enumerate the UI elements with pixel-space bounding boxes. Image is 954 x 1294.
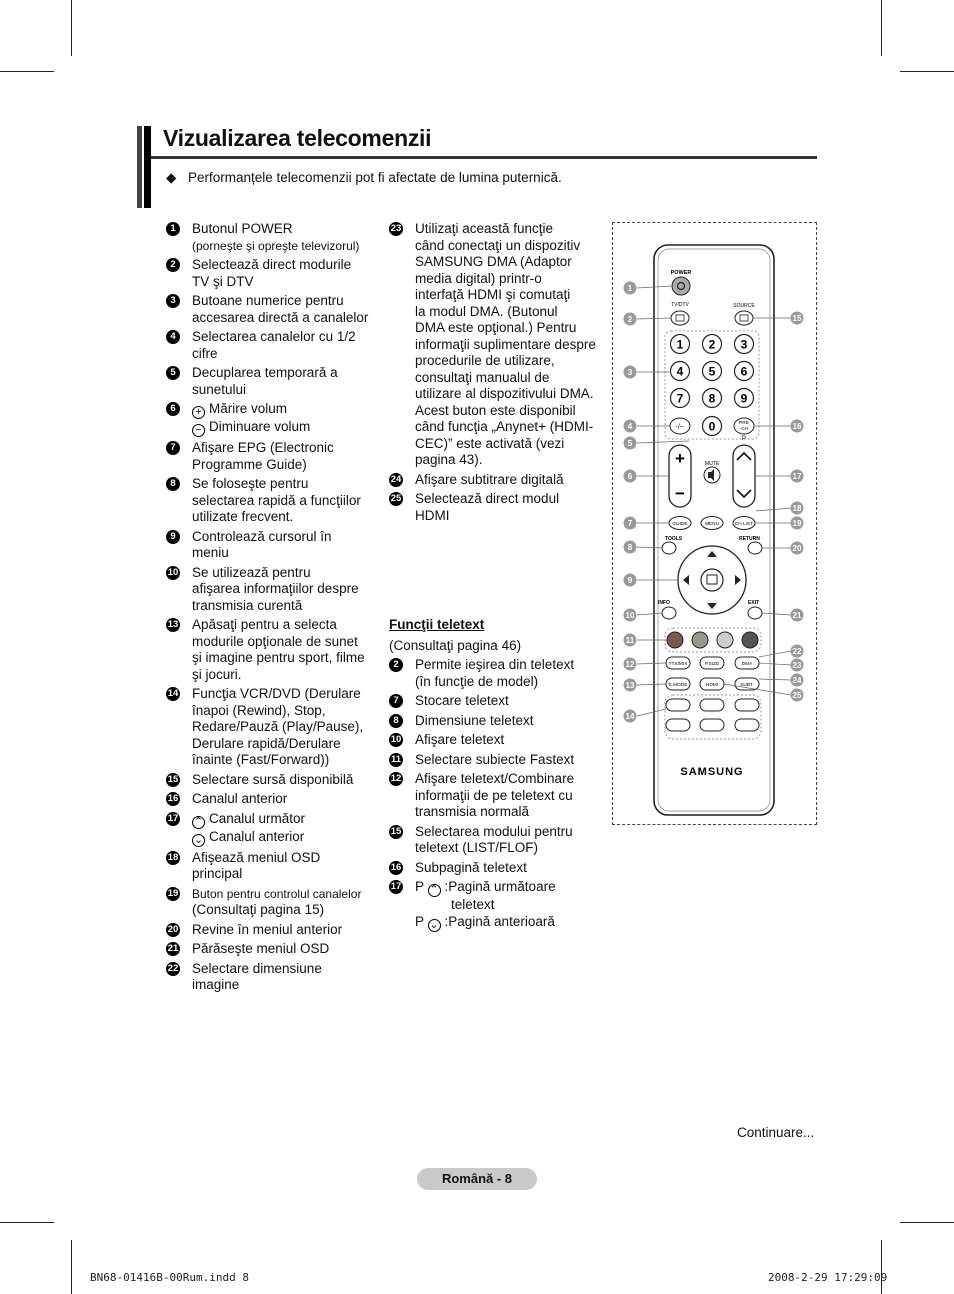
list-item — [166, 850, 381, 883]
dpad-enter — [701, 569, 723, 591]
color-key-button — [742, 632, 758, 648]
color-key-button — [717, 632, 733, 648]
item-line: Controlează cursorul în — [192, 528, 332, 544]
prech-label-1: PRE — [739, 421, 749, 426]
continue-text: Continuare... — [737, 1125, 815, 1140]
item-text — [192, 811, 381, 847]
callout-number: 10 — [625, 611, 635, 621]
power-label: POWER — [670, 270, 692, 276]
item-line: (în funcţie de model) — [415, 673, 539, 689]
volume-up-icon: + — [675, 449, 685, 468]
list-item — [389, 713, 604, 730]
teletext-list — [389, 657, 604, 932]
teletext-section — [389, 617, 604, 935]
item-number: 19 — [167, 887, 179, 899]
callout-number: 25 — [792, 691, 802, 701]
item-line: afişarea informaţiilor despre — [192, 581, 359, 596]
item-line: SAMSUNG DMA (Adaptor — [415, 254, 572, 269]
item-number: 24 — [390, 473, 402, 485]
item-line: Acest buton este disponibil — [415, 402, 576, 418]
item-line: Permite ieşirea din teletext — [415, 657, 575, 672]
p-label: P — [415, 879, 428, 894]
item-number: 12 — [390, 773, 402, 784]
page-number: Română - 8 — [417, 1168, 537, 1190]
item-line: Afişare teletext — [415, 732, 505, 747]
item-number: 8 — [389, 714, 403, 728]
list-item — [389, 693, 604, 710]
digit-label: 3 — [740, 337, 748, 352]
item-text — [192, 886, 381, 919]
item-text — [192, 791, 381, 808]
item-line: (Consultaţi pagina 15) — [192, 902, 325, 917]
button-icon: ⌄ — [429, 918, 439, 931]
item-line: Afişare EPG (Electronic — [192, 440, 334, 455]
item-text — [192, 401, 381, 437]
list-item — [389, 771, 604, 821]
info-label: INFO — [658, 600, 670, 606]
item-number: 16 — [167, 793, 179, 804]
item-number: 22 — [167, 962, 179, 974]
item-line: sunetului — [192, 381, 247, 397]
item-text — [415, 752, 604, 769]
mute-label: MUTE — [704, 461, 720, 467]
item-number: 7 — [166, 441, 180, 455]
item-number: 2 — [166, 258, 180, 272]
item-line: când funcţia „Anynet+ (HDMI- — [415, 419, 594, 434]
item-line: interfaţă HDMI şi comutaţi — [415, 287, 571, 302]
item-number: 10 — [390, 734, 402, 745]
item-text — [192, 961, 381, 994]
callout-number: 23 — [792, 661, 802, 671]
item-text — [415, 860, 604, 877]
volume-down-icon: − — [675, 484, 685, 503]
crop-mark — [71, 1240, 72, 1294]
power-button — [672, 277, 690, 295]
item-line: (porneşte şi opreşte televizorul) — [192, 238, 360, 253]
subt-label: SUBT. — [740, 683, 754, 688]
item-line: înapoi (Rewind), Stop, — [192, 702, 326, 718]
list-item — [166, 476, 381, 526]
crop-mark — [0, 1222, 54, 1223]
callout-number: 4 — [627, 422, 633, 432]
callout-number: 18 — [792, 504, 802, 514]
list-item — [166, 440, 381, 473]
callout-number: 22 — [792, 647, 802, 657]
item-text — [192, 221, 381, 254]
item-text — [192, 941, 381, 958]
item-line: transmisia normală — [415, 804, 530, 819]
item-line: Părăseşte meniul OSD — [192, 941, 330, 956]
list-item — [166, 365, 381, 398]
item-number: 10 — [167, 566, 179, 578]
digit-label: 9 — [740, 391, 748, 406]
item-text — [192, 772, 381, 789]
item-number: 4 — [166, 330, 180, 344]
brand-logo: SAMSUNG — [680, 766, 744, 778]
item-line: Selectarea canalelor cu 1/2 — [192, 329, 356, 344]
item-line: când conectaţi un dispozitiv — [415, 237, 581, 253]
vcr-button — [666, 699, 690, 711]
exit-button — [748, 607, 762, 619]
item-text — [192, 617, 381, 683]
item-line: informaţii de pe teletext cu — [415, 787, 573, 803]
item-line: şi jocuri. — [192, 666, 242, 682]
return-button — [748, 542, 762, 554]
item-line: Selectează direct modurile — [192, 257, 352, 272]
item-line: Butonul POWER — [192, 221, 293, 236]
callout-number: 6 — [627, 472, 633, 482]
item-line: Afişare teletext/Combinare — [415, 771, 575, 786]
digit-label: 0 — [708, 419, 716, 434]
p-label: P — [415, 913, 428, 929]
item-line: transmisia curentă — [192, 597, 303, 613]
item-line: utilizate frecvent. — [192, 509, 294, 524]
item-number: 21 — [167, 943, 179, 954]
dash-label: -/-- — [675, 424, 685, 431]
item-line: Selectarea modului pentru — [415, 823, 573, 839]
callout-number: 1 — [627, 284, 633, 294]
teletext-ref: (Consultaţi pagina 46) — [389, 637, 522, 653]
list-item — [389, 879, 604, 932]
item-line-text: Mărire volum — [209, 401, 288, 416]
item-line: Decuplarea temporară a — [192, 365, 338, 380]
item-line: Subpagină teletext — [415, 859, 527, 875]
color-key-button — [692, 632, 708, 648]
list-item — [166, 686, 381, 769]
crop-mark — [0, 71, 54, 72]
item-line: informaţii suplimentare despre — [415, 336, 596, 352]
callout-number: 16 — [792, 422, 802, 432]
item-line: selectarea rapidă a funcţiilor — [192, 492, 361, 508]
item-text — [192, 440, 381, 473]
list-item — [166, 617, 381, 683]
item-line: Revine în meniul anterior — [192, 921, 343, 937]
item-line: teletext — [451, 897, 495, 912]
item-text — [192, 565, 381, 615]
item-line — [192, 419, 381, 437]
item-line: înainte (Fast/Forward)) — [192, 752, 330, 767]
digit-label: 8 — [708, 391, 716, 406]
item-line: Selectare dimensiune — [192, 960, 322, 976]
item-number: 1 — [166, 222, 180, 236]
callout-number: 14 — [625, 712, 635, 722]
note — [166, 170, 562, 186]
page-title: Vizualizarea telecomenzii — [163, 125, 432, 151]
bullet-icon: ◆ — [166, 170, 177, 185]
source-button — [735, 311, 753, 325]
item-line — [415, 914, 604, 932]
item-line: pagina 43). — [415, 452, 483, 467]
item-line-text: :Pagină anterioară — [444, 913, 555, 929]
callout-number: 13 — [625, 681, 635, 691]
digit-label: 1 — [676, 337, 684, 352]
item-line: Canalul anterior — [192, 791, 288, 806]
item-line-text: Canalul următor — [209, 810, 306, 826]
item-text — [192, 529, 381, 562]
callout-number: 9 — [627, 576, 633, 586]
hdmi-label: HDMI — [705, 683, 719, 688]
item-text — [192, 922, 381, 939]
item-line-text: Canalul anterior — [209, 828, 305, 844]
item-number: 18 — [167, 851, 179, 863]
item-line: modurile opţionale de sunet — [192, 633, 358, 649]
crop-mark — [881, 0, 882, 56]
callout-number: 3 — [627, 368, 633, 378]
source-label: SOURCE — [733, 303, 755, 309]
item-line: şi imagine pentru sport, filme — [192, 650, 365, 665]
title-rule — [151, 156, 817, 159]
remote-diagram — [613, 223, 816, 824]
item-number: 15 — [167, 773, 179, 785]
crop-mark — [71, 0, 72, 56]
list-item — [166, 565, 381, 615]
psize-label: P.SIZE — [704, 662, 720, 667]
item-text — [192, 329, 381, 362]
item-number: 17 — [390, 881, 402, 892]
vcr-button — [666, 719, 690, 731]
title-bar-decoration — [137, 126, 151, 208]
callout-number: 20 — [792, 544, 802, 554]
list-item — [166, 257, 381, 290]
digit-label: 2 — [708, 337, 716, 352]
item-line: Selectare subiecte Fastext — [415, 751, 575, 767]
item-line: Redare/Pauză (Play/Pause), — [192, 719, 364, 734]
item-line: Derulare rapidă/Derulare — [192, 735, 341, 751]
item-line: Dimensiune teletext — [415, 712, 534, 728]
item-line: Se utilizează pentru — [192, 564, 311, 580]
item-line: accesarea directă a canalelor — [192, 309, 369, 325]
exit-label: EXIT — [748, 600, 760, 606]
item-line — [192, 829, 381, 847]
list-item — [389, 491, 604, 524]
callout-number: 5 — [627, 439, 633, 449]
item-number: 16 — [390, 861, 402, 873]
item-number: 5 — [166, 366, 180, 380]
item-number: 9 — [166, 530, 180, 544]
item-line: Programme Guide) — [192, 456, 307, 472]
item-text — [415, 491, 604, 524]
item-number: 13 — [167, 619, 179, 630]
item-text — [415, 657, 604, 690]
item-text — [415, 693, 604, 710]
crop-mark — [900, 71, 954, 72]
item-text — [415, 472, 604, 489]
list-item — [166, 401, 381, 437]
list-item — [166, 941, 381, 958]
list-item — [389, 472, 604, 489]
item-text — [192, 476, 381, 526]
list-item — [389, 824, 604, 857]
tvdtv-label: TV/DTV — [671, 302, 689, 308]
item-line: Selectează direct modul — [415, 491, 560, 506]
item-text — [192, 257, 381, 290]
emode-label: E.MODE — [668, 683, 688, 688]
item-line: Stocare teletext — [415, 693, 509, 708]
item-number: 23 — [390, 223, 402, 234]
item-number: 2 — [389, 658, 403, 672]
tvdtv-button — [671, 311, 689, 325]
list-item — [166, 329, 381, 362]
callout-number: 11 — [625, 636, 635, 646]
vcr-button — [700, 719, 724, 731]
item-line: Butoane numerice pentru — [192, 293, 344, 308]
note-text: Performanțele telecomenzii pot fi afectate de lumina puternică. — [188, 170, 562, 185]
digit-label: 5 — [708, 364, 716, 379]
color-key-button — [667, 632, 683, 648]
dma-label: DMA — [741, 662, 753, 667]
item-line: HDMI — [415, 507, 450, 523]
item-text — [415, 879, 604, 932]
info-button — [662, 607, 676, 619]
item-line — [192, 811, 381, 829]
list-item — [166, 772, 381, 789]
menu-label: MENU — [704, 522, 720, 527]
item-line: utilizare al dispozitivului DMA. — [415, 386, 594, 401]
list-item — [166, 529, 381, 562]
remote-diagram-frame — [612, 222, 817, 825]
item-line: imagine — [192, 977, 240, 992]
list-item — [389, 732, 604, 749]
crop-mark — [881, 1240, 882, 1294]
list-item — [389, 221, 604, 469]
item-line: la modul DMA. (Butonul — [415, 303, 558, 319]
digit-label: 7 — [676, 391, 684, 406]
item-number: 15 — [390, 825, 402, 837]
item-line: Selectare sursă disponibilă — [192, 771, 354, 787]
item-line-text: :Pagină următoare — [444, 879, 556, 894]
callout-number: 15 — [792, 314, 802, 324]
item-line: media digital) printr-o — [415, 270, 542, 286]
item-line: TV şi DTV — [192, 273, 254, 289]
vcr-button — [735, 719, 759, 731]
item-line: meniu — [192, 545, 229, 560]
item-line: DMA este opţional.) Pentru — [415, 320, 577, 335]
item-line: CEC)” este activată (vezi — [415, 435, 565, 451]
item-line: teletext (LIST/FLOF) — [415, 840, 539, 855]
list-item — [389, 860, 604, 877]
item-text — [415, 732, 604, 749]
teletext-title: Funcţii teletext — [389, 617, 485, 632]
column-2 — [389, 221, 604, 527]
callout-number: 17 — [792, 472, 802, 482]
item-line: principal — [192, 866, 243, 881]
item-number: 25 — [390, 493, 402, 504]
item-line: Afişare subtitrare digitală — [415, 471, 564, 487]
list-item — [166, 791, 381, 808]
item-number: 11 — [390, 753, 402, 765]
item-line-text: Diminuare volum — [209, 419, 311, 434]
callout-number: 19 — [792, 519, 802, 529]
item-text — [415, 771, 604, 821]
item-line: Afişează meniul OSD — [192, 849, 321, 865]
list-item — [166, 886, 381, 919]
guide-label: GUIDE — [672, 522, 688, 527]
item-line: Funcţia VCR/DVD (Derulare — [192, 686, 361, 701]
item-line: Buton pentru controlul canalelor — [192, 886, 362, 901]
list-item — [166, 811, 381, 847]
digit-label: 6 — [740, 364, 748, 379]
item-text — [415, 824, 604, 857]
button-icon: ⌄ — [193, 833, 204, 846]
callout-number: 12 — [625, 660, 635, 670]
return-label: RETURN — [739, 536, 760, 542]
tools-button — [662, 542, 676, 554]
list-item — [389, 657, 604, 690]
vcr-button — [700, 699, 724, 711]
prech-label-2: -CH — [739, 427, 749, 432]
list-item — [166, 922, 381, 939]
callout-number: 24 — [792, 676, 802, 686]
item-number: 17 — [167, 812, 179, 824]
ttx-label: TTX/MIX — [668, 662, 688, 667]
item-number: 3 — [166, 294, 180, 308]
callout-number: 2 — [627, 315, 633, 325]
list-item — [166, 293, 381, 326]
chlist-label: CH LIST — [734, 522, 754, 527]
item-line: Utilizaţi această funcţie — [415, 221, 554, 236]
callout-number: 21 — [792, 611, 802, 621]
item-number: 14 — [167, 688, 179, 699]
item-text — [192, 365, 381, 398]
item-number: 20 — [167, 923, 179, 935]
list-item — [166, 961, 381, 994]
item-text — [192, 850, 381, 883]
button-icon: ⌃ — [193, 815, 204, 828]
button-icon: − — [192, 424, 205, 437]
button-icon: + — [192, 406, 205, 419]
item-number: 6 — [166, 402, 180, 416]
callout-number: 7 — [627, 519, 633, 529]
list-item — [389, 752, 604, 769]
item-line: Se foloseşte pentru — [192, 476, 309, 491]
tools-label: TOOLS — [665, 536, 683, 542]
digit-label: 4 — [676, 364, 684, 379]
item-line: cifre — [192, 345, 218, 361]
item-text — [415, 713, 604, 730]
item-text — [415, 221, 604, 469]
vcr-button — [735, 699, 759, 711]
callout-number: 8 — [627, 543, 633, 553]
item-number: 7 — [389, 694, 403, 708]
item-line — [192, 401, 381, 419]
item-text — [192, 293, 381, 326]
list-item — [166, 221, 381, 254]
item-number: 8 — [166, 477, 180, 491]
item-line — [415, 879, 604, 897]
p-label: P — [741, 436, 747, 442]
file-info-left: BN68-01416B-00Rum.indd 8 — [90, 1271, 249, 1284]
item-line: procedurile de utilizare, — [415, 353, 555, 368]
item-text — [192, 686, 381, 769]
file-info-right: 2008-2-29 17:29:09 — [768, 1271, 888, 1284]
crop-mark — [900, 1222, 954, 1223]
column-1 — [166, 221, 381, 997]
item-line: Apăsaţi pentru a selecta — [192, 617, 337, 632]
button-icon: ⌃ — [429, 884, 439, 896]
item-line: consultaţi manualul de — [415, 369, 550, 385]
